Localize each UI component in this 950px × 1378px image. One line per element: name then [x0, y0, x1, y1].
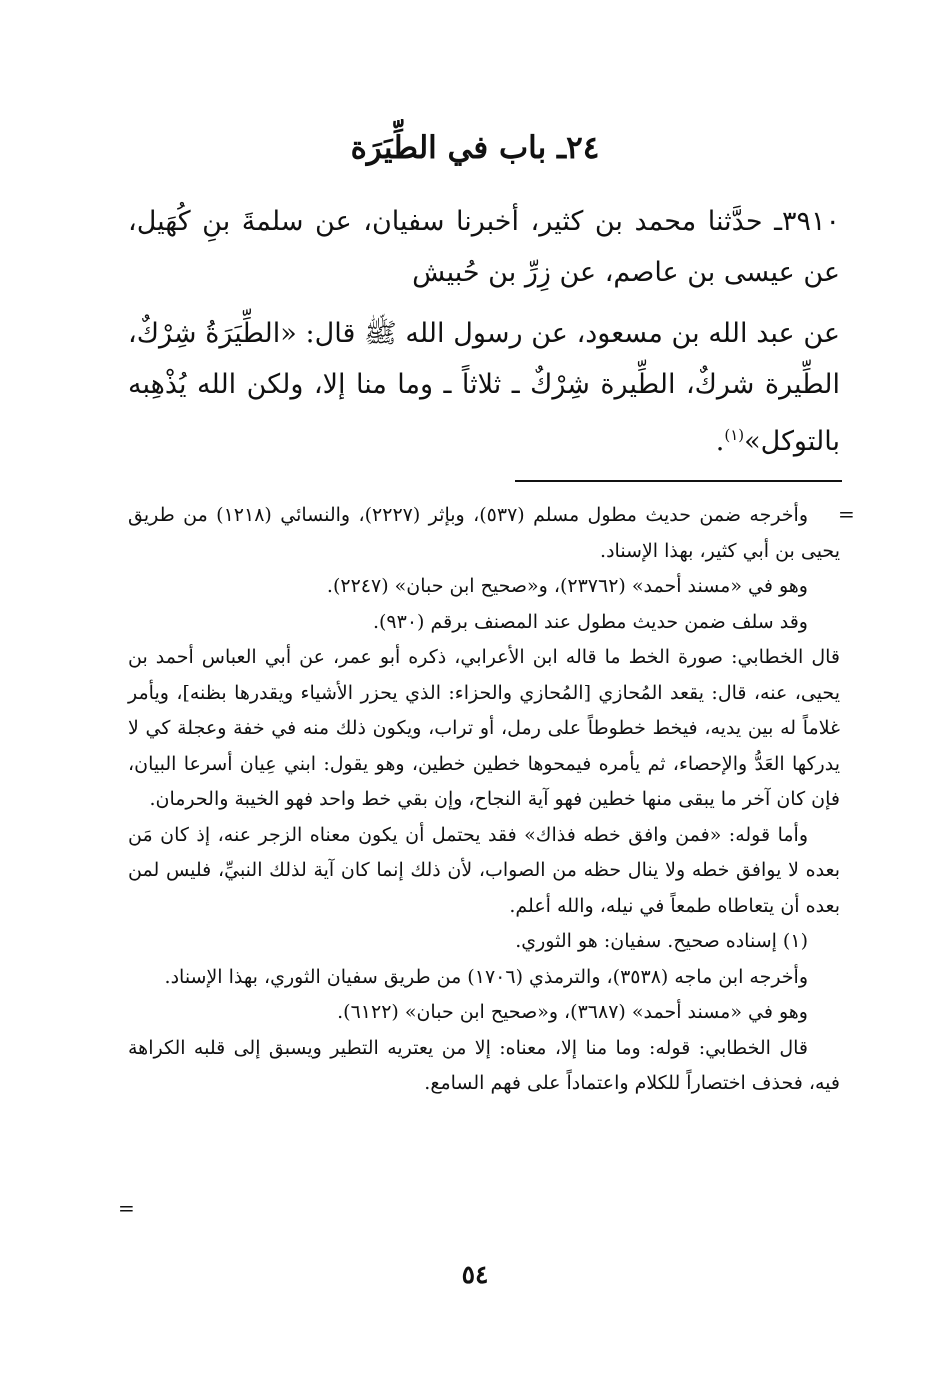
footnote-separator	[515, 480, 842, 482]
hadith-isnad: ٣٩١٠ـ حدَّثنا محمد بن كثير، أخبرنا سفيان، عن سلمةَ بنِ كُهَيل، عن عيسى بن عاصم، عن زِرِّ بن حُبيش	[128, 206, 840, 288]
chapter-title: ٢٤ـ باب في الطِّيَرَة	[350, 130, 600, 166]
footnote-paragraph: وأخرجه ضمن حديث مطول مسلم (٥٣٧)، وبإثر (٢٢٢٧)، والنسائي (١٢١٨) من طريق يحيى بن أبي كثير، بهذا الإسناد.	[128, 504, 840, 562]
continuation-mark-bottom: =	[118, 1196, 135, 1220]
hadith-text: عن عبد الله بن مسعود، عن رسول الله ﷺ قال: «الطِّيَرَةُ شِرْكٌ، الطِّيرة شركٌ، الطِّيرة شِرْكٌ ـ ثلاثاً ـ وما منا إلا، ولكن الله يُذْهِبه بالتوكل»	[128, 318, 840, 457]
footnote-paragraph: وهو في «مسند أحمد» (٣٦٨٧)، و«صحيح ابن حبان» (٦١٢٢).	[337, 1001, 808, 1023]
footnote-reference: (١)	[724, 426, 745, 444]
footnote-paragraph: وهو في «مسند أحمد» (٢٣٧٦٢)، و«صحيح ابن حبان» (٢٢٤٧).	[326, 575, 808, 597]
page-number: ٥٤	[461, 1260, 489, 1289]
hadith-matn	[128, 308, 840, 467]
footnote-paragraph: وأما قوله: «فمن وافق خطه فذاك» فقد يحتمل أن يكون معناه الزجر عنه، إذ كان مَن بعده لا يوافق خطه ولا ينال حظه من الصواب، لأن ذلك إنما كان آية لذلك النبيِّ، فليس لمن بعده أن يتعاطاه طمعاً في نيله، والله أعلم.	[128, 823, 840, 917]
footnote-paragraph: قال الخطابي: صورة الخط ما قاله ابن الأعرابي، ذكره أبو عمر، عن أبي العباس أحمد بن يحيى، عنه، قال: يقعد المُحازي [المُحازي والحزاء: الذي يحزر الأشياء ويقدرها بظنه]، ويأمر غلاماً له بين يديه، فيخط خطوطاً على رمل، أو تراب، ويكون ذلك منه في خفة وعجلة كي لا يدركها العَدُّ والإحصاء، ثم يأمره فيمحوها خطين خطين، وهو يقول: ابني عِيان أسرعا البيان، فإن كان آخر ما يبقى منها خطين فهو آية النجاح، وإن بقي خط واحد فهو الخيبة والحرمان.	[128, 646, 840, 810]
footnote-paragraph: وقد سلف ضمن حديث مطول عند المصنف برقم (٩٣٠).	[372, 610, 808, 633]
continuation-mark-top: =	[838, 502, 855, 526]
footnotes	[128, 498, 840, 1102]
footnote-1: (١) إسناده صحيح. سفيان: هو الثوري.	[515, 930, 808, 952]
footnote-paragraph: وأخرجه ابن ماجه (٣٥٣٨)، والترمذي (١٧٠٦) من طريق سفيان الثوري، بهذا الإسناد.	[164, 965, 808, 988]
hadith-end-mark: .	[715, 426, 725, 457]
footnote-paragraph: قال الخطابي: قوله: وما منا إلا، معناه: إلا من يعتريه التطير ويسبق إلى قلبه الكراهة فيه، فحذف اختصاراً للكلام واعتماداً على فهم السامع.	[128, 1036, 840, 1094]
